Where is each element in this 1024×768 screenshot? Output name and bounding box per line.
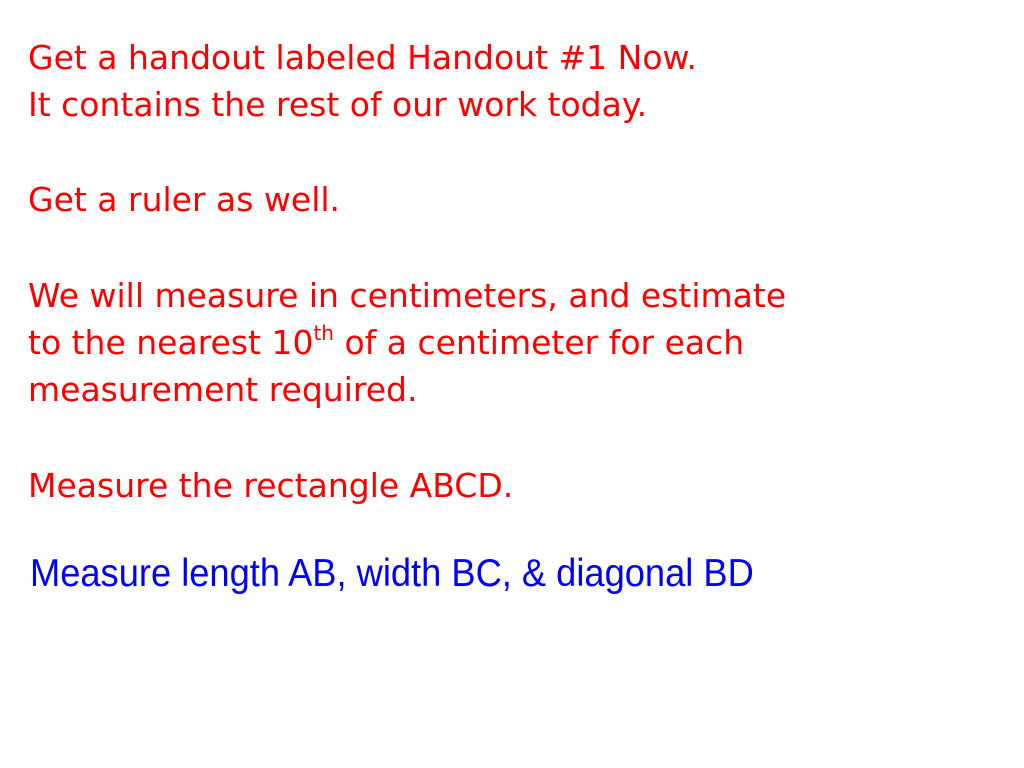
- instruction-line-precision: [28, 319, 744, 371]
- task-heading: Measure length AB, width BC, & diagonal BD: [30, 552, 754, 595]
- instruction-line-ruler: Get a ruler as well.: [28, 180, 341, 219]
- instruction-line-contents: It contains the rest of our work today.: [28, 85, 648, 124]
- precision-text-before: to the nearest 10: [28, 323, 314, 362]
- instruction-line-rectangle: Measure the rectangle ABCD.: [28, 466, 514, 505]
- precision-text-after: of a centimeter for each: [334, 323, 745, 362]
- precision-superscript: th: [313, 321, 334, 345]
- instruction-line-handout: Get a handout labeled Handout #1 Now.: [28, 38, 697, 77]
- instruction-line-measure-units: We will measure in centimeters, and estimate: [28, 276, 787, 315]
- instruction-line-required: measurement required.: [28, 370, 418, 409]
